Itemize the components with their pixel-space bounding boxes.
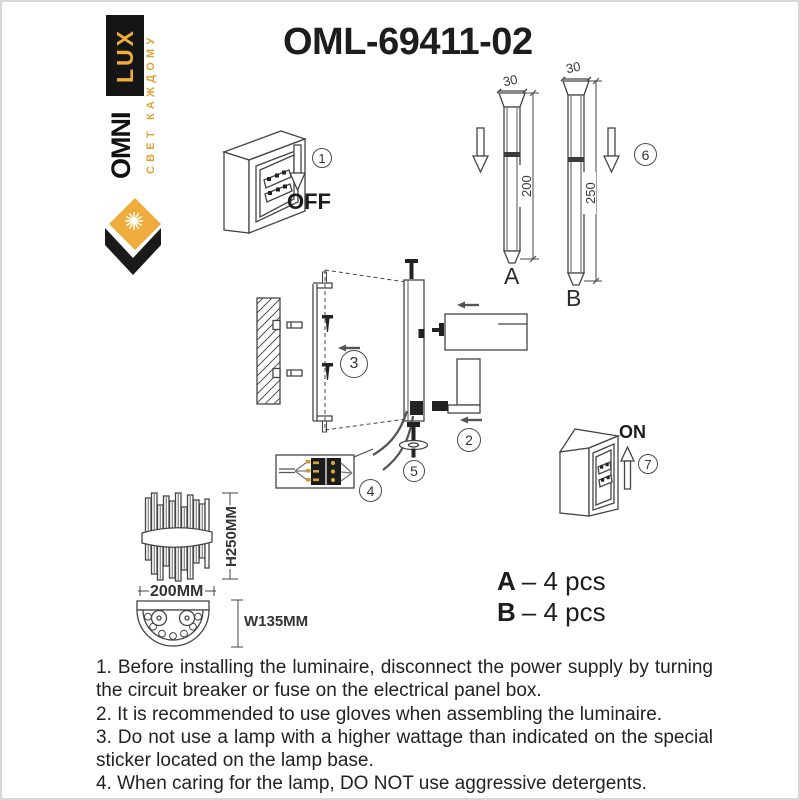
breaker-box-off-illustration [224, 131, 305, 233]
part-b-quantity [497, 597, 606, 628]
instruction-item-2: 2. It is recommended to use gloves when assembling the luminaire. [96, 703, 663, 725]
rod-b-label: B [566, 285, 582, 311]
breaker-box-on-illustration [560, 429, 618, 516]
lamp-width-dim: 200MM [150, 583, 204, 600]
instruction-item-3: 3. Do not use a lamp with a higher wattage than indicated on the special sticker located on the lamp base. [96, 726, 713, 772]
part-a-letter: A [497, 566, 516, 596]
part-a-quantity [497, 566, 606, 597]
wall-mount-illustration [257, 270, 406, 432]
logo-lux-box [106, 15, 144, 96]
step-badge-4: 4 [359, 479, 382, 502]
rod-a-label: A [504, 263, 520, 289]
part-a-count: – 4 pcs [521, 566, 606, 596]
on-label: ON [619, 422, 646, 442]
arrow-down-rod-a-icon [473, 128, 488, 172]
rod-b-width-dim: 30 [564, 58, 582, 77]
safety-instructions [96, 656, 713, 796]
rod-b-length-dim: 250 [583, 172, 596, 214]
instruction-item-4: 4. When caring for the lamp, DO NOT use aggressive detergents. [96, 773, 647, 795]
off-label: OFF [287, 189, 331, 214]
part-b-count: – 4 pcs [521, 597, 606, 627]
step-badge-6: 6 [634, 143, 657, 166]
logo-omni-text: OMNI [106, 112, 136, 180]
wiring-detail-illustration [276, 449, 373, 488]
fastening-screw-illustration [400, 422, 428, 458]
logo-lux-text: LUX [111, 28, 138, 83]
brand-diamond-icon [105, 198, 161, 275]
step-badge-1: 1 [312, 148, 332, 168]
step-badge-3: 3 [340, 350, 368, 378]
step-badge-5: 5 [403, 460, 425, 482]
lamp-depth-dim: W135MM [244, 613, 309, 630]
step-badge-7: 7 [638, 454, 658, 474]
parts-quantity-list [497, 566, 606, 628]
instruction-item-1: 1. Before installing the luminaire, disconnect the power supply by turning the circuit breaker or fuse on the electrical panel box. [96, 657, 713, 702]
lamp-top-view-illustration [137, 600, 243, 647]
part-b-letter: B [497, 597, 516, 627]
arrow-down-rod-b-icon [604, 128, 619, 172]
arrow-up-step7-icon [621, 447, 634, 489]
lamp-backplate-illustration [373, 259, 425, 470]
logo-tagline: СВЕТ КАЖДОМУ [145, 33, 157, 175]
step-badge-2: 2 [457, 428, 481, 452]
rod-a-width-dim: 30 [501, 71, 519, 90]
rod-a-length-dim: 200 [519, 165, 532, 207]
cover-parts-illustration [432, 302, 527, 424]
lamp-height-dim: H250MM [223, 506, 240, 568]
page-title: OML-69411-02 [283, 21, 533, 63]
